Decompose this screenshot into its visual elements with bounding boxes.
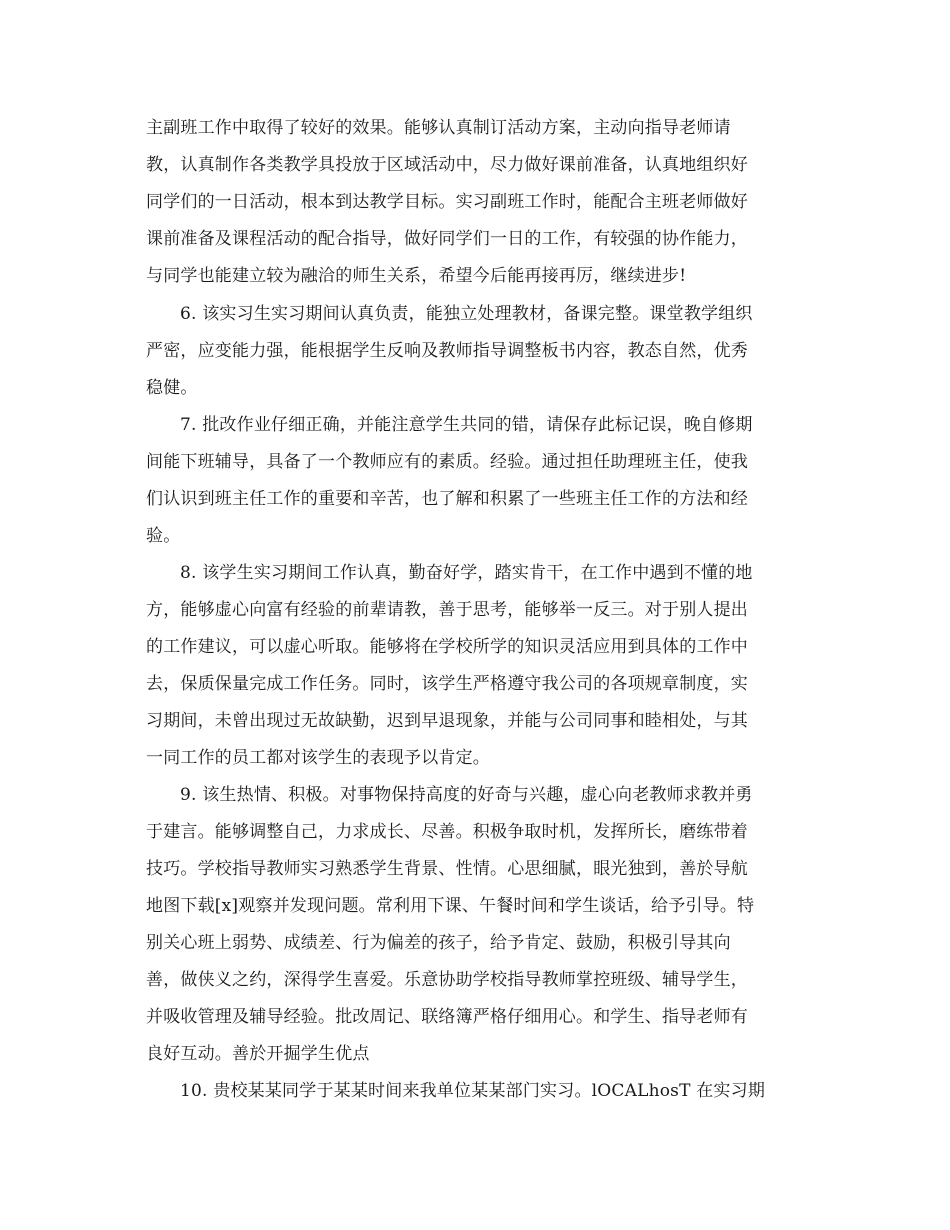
text-line: 去，保质保量完成工作任务。同时，该学生严格遵守我公司的各项规章制度，实	[146, 674, 748, 694]
text-line: 于建言。能够调整自己，力求成长、尽善。积极争取时机，发挥所长，磨练带着	[146, 822, 748, 842]
text-line: 技巧。学校指导教师实习熟悉学生背景、性情。心思细腻，眼光独到，善於导航	[146, 859, 748, 879]
paragraph-9-start: 9. 该生热情、积极。对事物保持高度的好奇与兴趣，虚心向老教师求教并勇	[180, 785, 753, 805]
paragraph-6-start: 6. 该实习生实习期间认真负责，能独立处理教材，备课完整。课堂教学组织	[180, 304, 753, 324]
text-line: 稳健。	[146, 378, 198, 398]
text-line: 主副班工作中取得了较好的效果。能够认真制订活动方案，主动向指导老师请	[146, 118, 731, 138]
text-line: 间能下班辅导，具备了一个教师应有的素质。经验。通过担任助理班主任，使我	[146, 452, 748, 472]
paragraph-8-start: 8. 该学生实习期间工作认真，勤奋好学，踏实肯干，在工作中遇到不懂的地	[180, 563, 753, 583]
text-line: 的工作建议，可以虚心听取。能够将在学校所学的知识灵活应用到具体的工作中	[146, 637, 748, 657]
text-line: 们认识到班主任工作的重要和辛苦，也了解和积累了一些班主任工作的方法和经	[146, 489, 748, 509]
text-line: 严密，应变能力强，能根据学生反响及教师指导调整板书内容，教态自然，优秀	[146, 341, 748, 361]
text-line: 习期间，未曾出现过无故缺勤，迟到早退现象，并能与公司同事和睦相处，与其	[146, 711, 748, 731]
text-line: 良好互动。善於开掘学生优点	[146, 1044, 370, 1064]
text-line: 课前准备及课程活动的配合指导，做好同学们一日的工作，有较强的协作能力，	[146, 229, 748, 249]
paragraph-7-start: 7. 批改作业仔细正确，并能注意学生共同的错，请保存此标记误，晚自修期	[180, 415, 753, 435]
text-line: 别关心班上弱势、成绩差、行为偏差的孩子，给予肯定、鼓励，积极引导其向	[146, 933, 731, 953]
text-line: 一同工作的员工都对该学生的表现予以肯定。	[146, 748, 490, 768]
text-line: 与同学也能建立较为融洽的师生关系，希望今后能再接再厉，继续进步!	[146, 266, 687, 286]
text-line: 善，做侠义之约，深得学生喜爱。乐意协助学校指导教师掌控班级、辅导学生，	[146, 970, 748, 990]
text-line: 教，认真制作各类教学具投放于区域活动中，尽力做好课前准备，认真地组织好	[146, 155, 748, 175]
text-line: 方，能够虚心向富有经验的前辈请教，善于思考，能够举一反三。对于别人提出	[146, 600, 748, 620]
text-line: 并吸收管理及辅导经验。批改周记、联络簿严格仔细用心。和学生、指导老师有	[146, 1007, 748, 1027]
text-line: 验。	[146, 526, 181, 546]
text-line: 地图下载[x]观察并发现问题。常利用下课、午餐时间和学生谈话，给予引导。特	[146, 896, 755, 916]
paragraph-10-start: 10. 贵校某某同学于某某时间来我单位某某部门实习。lOCALhosT 在实习期	[180, 1081, 766, 1101]
text-line: 同学们的一日活动，根本到达教学目标。实习副班工作时，能配合主班老师做好	[146, 192, 748, 212]
